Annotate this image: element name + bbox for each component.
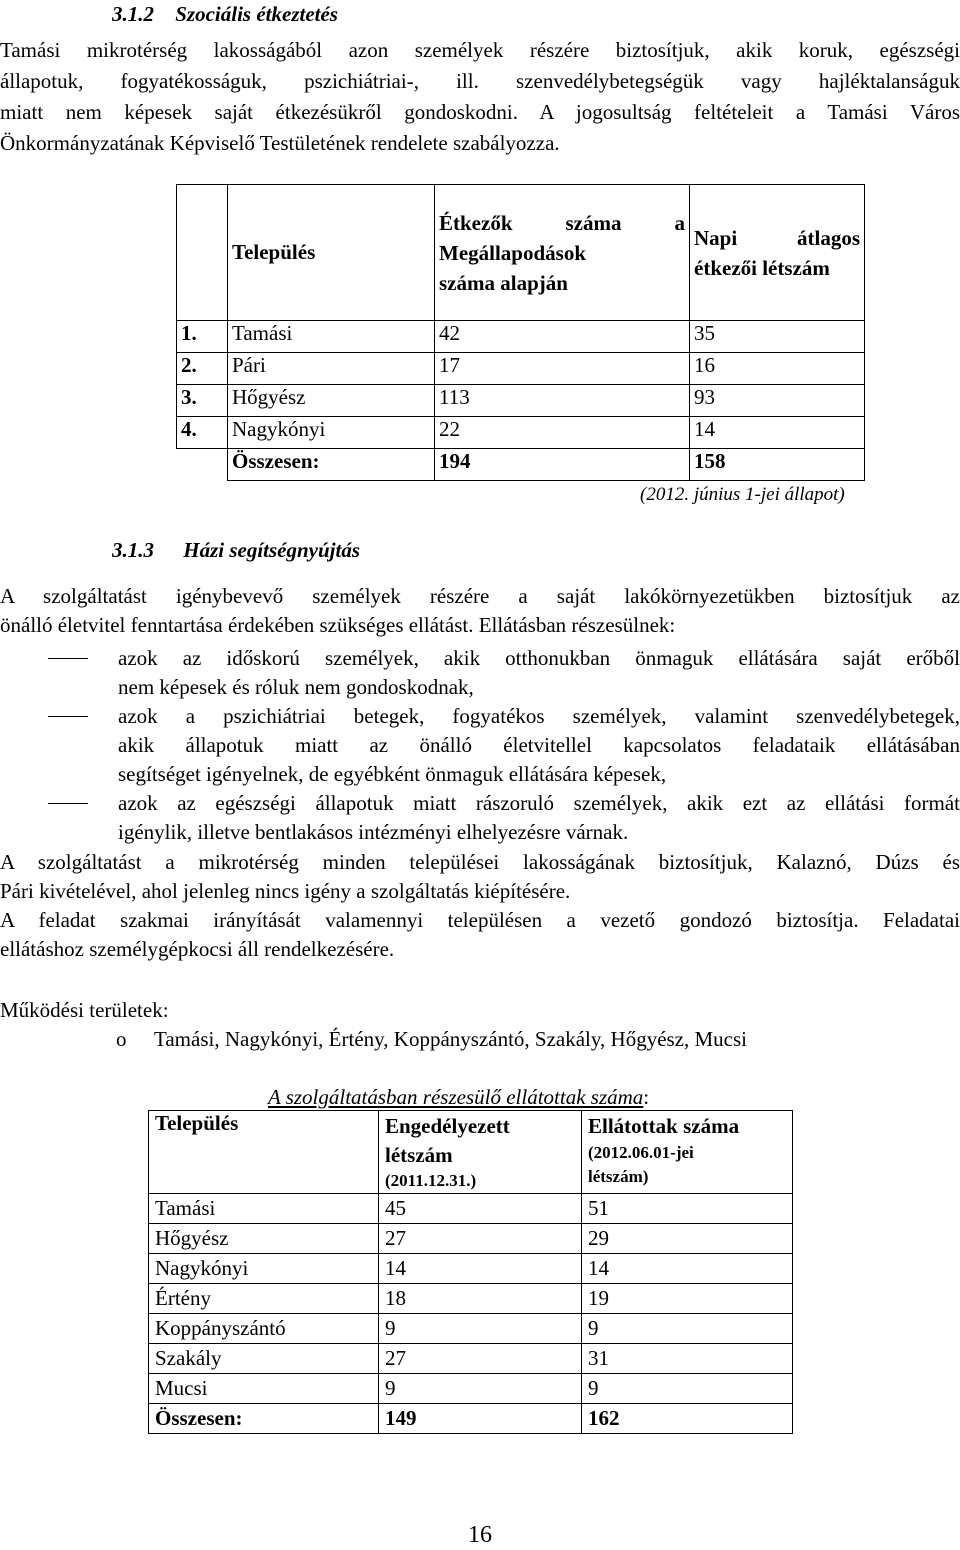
header-line: Ellátottak száma (588, 1114, 740, 1138)
areas-label: Működési területek: (0, 998, 169, 1022)
row-number: 2. (177, 353, 228, 385)
table2-caption (268, 1083, 649, 1111)
total-daily-average: 158 (690, 449, 865, 481)
list-item-line: nem képesek és róluk nem gondoskodnak, (118, 675, 474, 699)
management-paragraph (0, 906, 960, 966)
list-item-line: akik állapotuk miatt az önálló életvitellel kapcsolatos feladataik ellátásában (118, 733, 960, 757)
header-line: létszám (385, 1143, 453, 1167)
dash-bullet-icon (48, 716, 88, 717)
section-313-title: Házi segítségnyújtás (183, 538, 361, 562)
header-line: étkezői létszám (694, 255, 830, 280)
table-row (149, 1314, 793, 1344)
total-served: 162 (582, 1404, 793, 1434)
row-settlement: Pári (228, 353, 435, 385)
header-line: Napi átlagos (694, 225, 860, 250)
list-item-line: azok a pszichiátriai betegek, fogyatékos személyek, valamint szenvedélybetegek, (118, 704, 960, 728)
row-permitted: 27 (379, 1344, 582, 1374)
row-number: 3. (177, 385, 228, 417)
served-table (148, 1110, 793, 1434)
dash-bullet-icon (48, 803, 88, 804)
areas-list: Tamási, Nagykónyi, Értény, Koppányszántó, Szakály, Hőgyész, Mucsi (154, 1027, 748, 1051)
paragraph-line: önálló életvitel fenntartása érdekében szükséges ellátást. Ellátásban részesülnek: (0, 613, 676, 637)
list-item-line: azok az egészségi állapotuk miatt rászoruló személyek, akik ezt az ellátási formát (118, 791, 960, 815)
table-total-row (177, 449, 865, 481)
header-settlement-label: Település (155, 1111, 239, 1135)
table-row (149, 1194, 793, 1224)
row-diners: 17 (435, 353, 690, 385)
header-line: Étkezők száma a (439, 210, 685, 235)
list-item-line: azok az időskorú személyek, akik otthonukban önmaguk ellátására saját erőből (118, 646, 960, 670)
row-served: 31 (582, 1344, 793, 1374)
row-served: 9 (582, 1374, 793, 1404)
header-subline: (2012.06.01-jei (588, 1143, 694, 1162)
row-diners: 42 (435, 321, 690, 353)
table2-caption-colon: : (643, 1085, 650, 1109)
coverage-paragraph (0, 848, 960, 908)
table-row (177, 417, 865, 449)
circle-bullet-icon: o (116, 1027, 127, 1051)
row-permitted: 14 (379, 1254, 582, 1284)
row-diners: 113 (435, 385, 690, 417)
table-row (177, 353, 865, 385)
row-served: 29 (582, 1224, 793, 1254)
row-permitted: 9 (379, 1374, 582, 1404)
row-permitted: 9 (379, 1314, 582, 1344)
paragraph-line: A szolgáltatást igénybevevő személyek részére a saját lakókörnyezetükben biztosítjuk az (0, 584, 960, 608)
paragraph-line: A szolgáltatást a mikrotérség minden települései lakosságának biztosítjuk, Kalaznó, Dúzs és (0, 850, 960, 874)
table-total-row (149, 1404, 793, 1434)
total-label: Összesen: (149, 1404, 379, 1434)
row-served: 19 (582, 1284, 793, 1314)
total-diners: 194 (435, 449, 690, 481)
table-note: (2012. június 1-jei állapot) (640, 484, 845, 505)
row-daily-average: 93 (690, 385, 865, 417)
row-settlement: Értény (149, 1284, 379, 1314)
section-313-heading (112, 536, 360, 564)
paragraph-line: Pári kivételével, ahol jelenleg nincs igény a szolgáltatás kiépítésére. (0, 879, 571, 903)
total-empty-cell (177, 449, 228, 481)
row-daily-average: 14 (690, 417, 865, 449)
section-313-intro (0, 582, 960, 642)
page-number: 16 (468, 1522, 492, 1548)
dash-bullet-icon (48, 658, 88, 659)
table-row (177, 385, 865, 417)
paragraph-line: miatt nem képesek saját étkezésükről gondoskodni. A jogosultság feltételeit a Tamási Város (0, 100, 960, 124)
table-header-row (177, 185, 865, 321)
row-number: 4. (177, 417, 228, 449)
row-settlement: Hőgyész (149, 1224, 379, 1254)
header-settlement-label: Település (232, 240, 316, 264)
row-diners: 22 (435, 417, 690, 449)
header-line: Megállapodások (439, 240, 587, 265)
section-312-paragraph (0, 36, 960, 156)
list-item-line: igénylik, illetve bentlakásos intézményi elhelyezésre várnak. (118, 820, 629, 844)
row-number: 1. (177, 321, 228, 353)
table-row (149, 1284, 793, 1314)
list-item-line: segítséget igényelnek, de egyébként önmaguk ellátására képesek, (118, 762, 667, 786)
row-daily-average: 35 (690, 321, 865, 353)
table2-caption-text: A szolgáltatásban részesülő ellátottak száma (268, 1085, 644, 1109)
paragraph-line: ellátáshoz személygépkocsi áll rendelkezésére. (0, 937, 395, 961)
header-cell-daily-average (690, 185, 865, 321)
row-served: 9 (582, 1314, 793, 1344)
table-row (149, 1254, 793, 1284)
table-header-row (149, 1111, 793, 1194)
row-settlement: Hőgyész (228, 385, 435, 417)
row-permitted: 27 (379, 1224, 582, 1254)
paragraph-line: Tamási mikrotérség lakosságából azon személyek részére biztosítjuk, akik koruk, egészségi (0, 38, 960, 62)
row-settlement: Tamási (149, 1194, 379, 1224)
row-settlement: Koppányszántó (149, 1314, 379, 1344)
header-line: száma alapján (439, 270, 568, 295)
section-312-heading (112, 0, 338, 28)
header-cell-diners (435, 185, 690, 321)
row-daily-average: 16 (690, 353, 865, 385)
table-row (149, 1224, 793, 1254)
header-subline: létszám) (588, 1167, 649, 1186)
row-permitted: 45 (379, 1194, 582, 1224)
row-served: 14 (582, 1254, 793, 1284)
eligibility-list (0, 644, 960, 844)
paragraph-line: Önkormányzatának Képviselő Testületének rendelete szabályozza. (0, 131, 560, 155)
row-settlement: Szakály (149, 1344, 379, 1374)
table-row (177, 321, 865, 353)
header-subline: (2011.12.31.) (385, 1171, 477, 1190)
row-settlement: Nagykónyi (228, 417, 435, 449)
row-permitted: 18 (379, 1284, 582, 1314)
row-settlement: Tamási (228, 321, 435, 353)
row-settlement: Mucsi (149, 1374, 379, 1404)
header-cell-settlement (149, 1111, 379, 1194)
paragraph-line: A feladat szakmai irányítását valamennyi településen a vezető gondozó biztosítja. Feladatai (0, 908, 960, 932)
section-312-title: Szociális étkeztetés (175, 2, 338, 26)
section-313-number: 3.1.3 (112, 538, 154, 562)
total-label: Összesen: (228, 449, 435, 481)
paragraph-line: állapotuk, fogyatékosságuk, pszichiátriai-, ill. szenvedélybetegségük vagy hajléktalanságuk (0, 69, 960, 93)
row-served: 51 (582, 1194, 793, 1224)
table-row (149, 1344, 793, 1374)
table-row (149, 1374, 793, 1404)
header-cell-served (582, 1111, 793, 1194)
header-line: Engedélyezett (385, 1114, 510, 1138)
row-settlement: Nagykónyi (149, 1254, 379, 1284)
section-312-number: 3.1.2 (112, 2, 154, 26)
meals-table (176, 184, 865, 481)
header-cell-number (177, 185, 228, 321)
header-cell-permitted (379, 1111, 582, 1194)
total-permitted: 149 (379, 1404, 582, 1434)
header-cell-settlement (228, 185, 435, 321)
